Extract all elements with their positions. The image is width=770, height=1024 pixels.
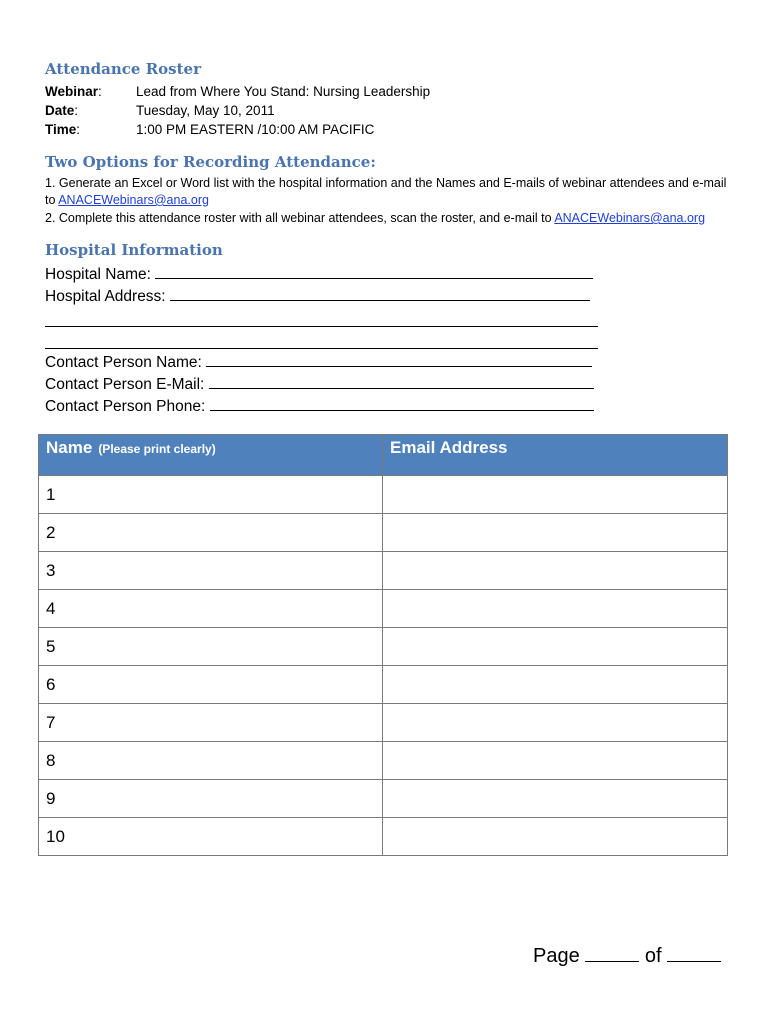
email-cell[interactable]: [383, 590, 728, 628]
webinar-label: Webinar: [45, 84, 99, 99]
table-row: [39, 742, 728, 780]
name-cell[interactable]: 6: [39, 666, 383, 704]
email-cell[interactable]: [383, 742, 728, 780]
roster-title: Attendance Roster: [45, 60, 201, 78]
page-total-blank[interactable]: [667, 943, 721, 962]
email-cell[interactable]: [383, 818, 728, 856]
email-column-header: Email Address: [383, 435, 728, 476]
contact-phone-label: Contact Person Phone:: [45, 398, 206, 415]
address-line-3[interactable]: [45, 348, 598, 349]
option-1-text: 1. Generate an Excel or Word list with the hospital information and the Names and E-mails of webinar attendees and e-mail to: [45, 176, 727, 207]
address-line-2[interactable]: [45, 326, 598, 327]
contact-email-field: [45, 374, 594, 395]
name-cell[interactable]: 1: [39, 476, 383, 514]
option-1-email-link[interactable]: ANACEWebinars@ana.org: [58, 193, 209, 207]
table-header-row: [39, 435, 728, 476]
webinar-value: Lead from Where You Stand: Nursing Leadership: [136, 84, 431, 99]
of-label: of: [644, 945, 662, 967]
table-row: [39, 666, 728, 704]
table-row: [39, 628, 728, 666]
option-2-email-link[interactable]: ANACEWebinars@ana.org: [554, 211, 706, 225]
page-number-blank[interactable]: [585, 943, 639, 962]
hospital-name-field: [45, 264, 593, 285]
contact-name-input-line[interactable]: [206, 352, 592, 367]
email-cell[interactable]: [383, 514, 728, 552]
page-counter: [533, 943, 721, 968]
time-row: Time: 1:00 PM EASTERN /10:00 AM PACIFIC: [45, 122, 375, 137]
time-label: Time: [45, 122, 77, 137]
hospital-name-label: Hospital Name:: [45, 266, 151, 283]
page-label: Page: [533, 945, 580, 967]
table-row: [39, 476, 728, 514]
contact-name-field: [45, 352, 592, 373]
hospital-name-input-line[interactable]: [155, 264, 593, 279]
table-row: [39, 818, 728, 856]
contact-email-label: Contact Person E-Mail:: [45, 376, 205, 393]
date-value: Tuesday, May 10, 2011: [136, 103, 275, 118]
name-cell[interactable]: 4: [39, 590, 383, 628]
email-cell[interactable]: [383, 628, 728, 666]
table-row: [39, 514, 728, 552]
time-value: 1:00 PM EASTERN /10:00 AM PACIFIC: [136, 122, 375, 137]
hospital-address-input-line[interactable]: [170, 286, 590, 301]
name-cell[interactable]: 8: [39, 742, 383, 780]
date-label: Date: [45, 103, 75, 118]
name-cell[interactable]: 3: [39, 552, 383, 590]
contact-phone-input-line[interactable]: [210, 396, 594, 411]
name-cell[interactable]: 2: [39, 514, 383, 552]
name-header-hint: (Please print clearly): [98, 442, 216, 456]
name-header-label: Name: [46, 438, 93, 457]
hospital-address-field: [45, 286, 590, 307]
hospital-heading: Hospital Information: [45, 241, 223, 259]
contact-phone-field: [45, 396, 594, 417]
email-cell[interactable]: [383, 666, 728, 704]
option-1: [45, 175, 735, 209]
contact-email-input-line[interactable]: [209, 374, 594, 389]
hospital-address-label: Hospital Address:: [45, 288, 166, 305]
email-cell[interactable]: [383, 780, 728, 818]
webinar-row: Webinar: Lead from Where You Stand: Nursing Leadership: [45, 84, 431, 99]
name-cell[interactable]: 9: [39, 780, 383, 818]
options-heading: Two Options for Recording Attendance:: [45, 153, 376, 171]
email-cell[interactable]: [383, 704, 728, 742]
attendance-table: [38, 434, 728, 856]
table-row: [39, 704, 728, 742]
table-row: [39, 780, 728, 818]
table-row: [39, 590, 728, 628]
email-cell[interactable]: [383, 476, 728, 514]
date-row: Date: Tuesday, May 10, 2011: [45, 103, 275, 118]
name-cell[interactable]: 10: [39, 818, 383, 856]
name-cell[interactable]: 7: [39, 704, 383, 742]
option-2-text: 2. Complete this attendance roster with all webinar attendees, scan the roster, and e-mail to: [45, 211, 555, 225]
table-row: [39, 552, 728, 590]
email-cell[interactable]: [383, 552, 728, 590]
option-2: [45, 210, 735, 227]
contact-name-label: Contact Person Name:: [45, 354, 202, 371]
name-column-header: [39, 435, 383, 476]
name-cell[interactable]: 5: [39, 628, 383, 666]
